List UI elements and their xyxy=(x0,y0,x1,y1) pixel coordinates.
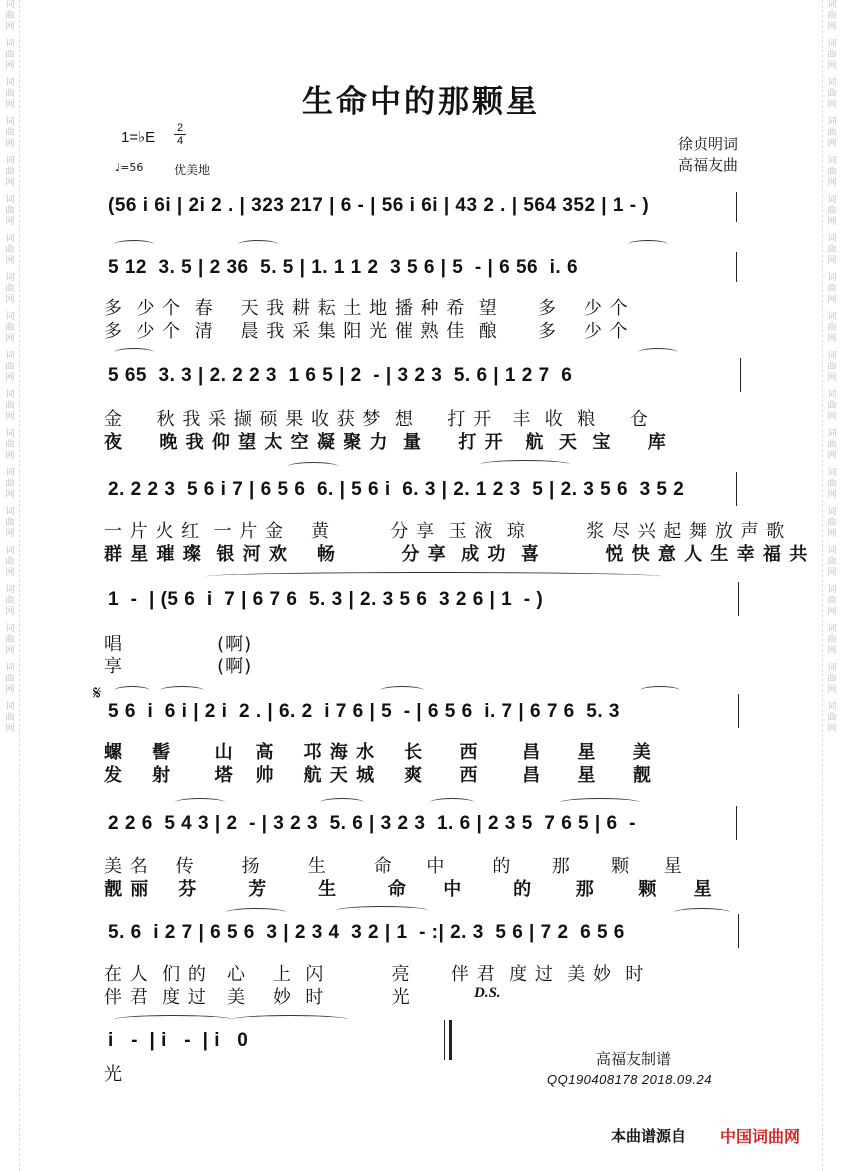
phrase-slur xyxy=(206,572,662,581)
right-guide-line xyxy=(822,0,823,1171)
watermark-text: 词 曲 网 xyxy=(5,468,15,500)
slur-mark xyxy=(175,798,225,807)
slur-mark xyxy=(238,240,278,249)
notation-line-6: 5 6 i 6 i | 2 i 2 . | 6. 2 i 7 6 | 5 - | 6 5 6 i. 7 | 6 7 6 5. 3 xyxy=(108,701,621,722)
lyric-line-6-verse-2: 发 射 塔 帅 航 天 城 爽 西 昌 星 靓 xyxy=(104,765,652,786)
slur-mark xyxy=(380,686,424,695)
notation-line-1: (56 i 6i | 2i 2 . | 323 217 | 6 - | 56 i 6i | 43 2 . | 564 352 | 1 - ) xyxy=(108,195,650,216)
lyric-line-9: 光 xyxy=(104,1064,123,1085)
watermark-text: 词 曲 网 xyxy=(827,312,837,344)
lyric-line-5-verse-2: 享 (啊) xyxy=(104,656,253,677)
watermark-text: 词 曲 网 xyxy=(827,390,837,422)
time-signature xyxy=(174,122,186,147)
lyric-line-8-verse-1: 在 人 们 的 心 上 闪 亮 伴 君 度 过 美 妙 时 xyxy=(104,964,645,985)
lyric-line-3-verse-2: 夜 晚 我 仰 望 太 空 凝 聚 力 量 打 开 航 天 宝 库 xyxy=(104,432,667,453)
watermark-text: 词 曲 网 xyxy=(827,351,837,383)
notation-line-7: 2 2 6 5 4 3 | 2 - | 3 2 3 5. 6 | 3 2 3 1. 6 | 2 3 5 7 6 5 | 6 - xyxy=(108,813,636,834)
slur-mark xyxy=(114,686,150,695)
barline xyxy=(736,472,737,506)
notation-line-2: 5 12 3. 5 | 2 36 5. 5 | 1. 1 1 2 3 5 6 | 5 - | 6 56 i. 6 xyxy=(108,257,579,278)
watermark-text: 词 曲 网 xyxy=(5,429,15,461)
notation-line-9: i - | i - | i 0 xyxy=(108,1030,249,1051)
slur-mark xyxy=(114,348,154,357)
watermark-text: 词 曲 网 xyxy=(5,0,15,32)
time-signature-numerator: 2 xyxy=(174,122,186,135)
watermark-text: 词 曲 网 xyxy=(5,195,15,227)
lyric-line-4-verse-1: 一 片 火 红 一 片 金 黄 分 享 玉 液 琼 浆 尽 兴 起 舞 放 声 歌 xyxy=(104,521,786,542)
slur-mark xyxy=(480,460,570,469)
watermark-text: 词 曲 网 xyxy=(827,468,837,500)
slur-mark xyxy=(160,686,204,695)
watermark-text: 词 曲 网 xyxy=(827,507,837,539)
lyric-line-2-verse-1: 多 少 个 春 天 我 耕 耘 土 地 播 种 希 望 多 少 个 xyxy=(104,298,629,319)
watermark-text: 词 曲 网 xyxy=(5,312,15,344)
watermark-text: 词 曲 网 xyxy=(827,0,837,32)
barline xyxy=(738,582,739,616)
barline xyxy=(738,914,739,948)
slur-mark xyxy=(430,798,474,807)
lyric-line-7-verse-2: 靓 丽 芬 芳 生 命 中 的 那 颗 星 xyxy=(104,879,713,900)
notation-line-8: 5. 6 i 2 7 | 6 5 6 3 | 2 3 4 3 2 | 1 - :| 2. 3 5 6 | 7 2 6 5 6 xyxy=(108,922,625,943)
watermark-text: 词 曲 网 xyxy=(827,546,837,578)
slur-mark xyxy=(638,348,678,357)
left-guide-line xyxy=(19,0,20,1171)
watermark-text: 词 曲 网 xyxy=(827,429,837,461)
right-watermark-strip xyxy=(824,0,840,1171)
barline xyxy=(736,252,737,282)
watermark-text: 词 曲 网 xyxy=(5,390,15,422)
watermark-text: 词 曲 网 xyxy=(827,585,837,617)
watermark-text: 词 曲 网 xyxy=(827,624,837,656)
watermark-text: 词 曲 网 xyxy=(5,234,15,266)
watermark-text: 词 曲 网 xyxy=(5,507,15,539)
song-title: 生命中的那颗星 xyxy=(302,84,540,120)
slur-mark xyxy=(560,798,640,807)
expression-marking: 优美地 xyxy=(174,163,211,177)
source-brand-link[interactable]: 中国词曲网 xyxy=(720,1127,801,1146)
watermark-text: 词 曲 网 xyxy=(5,273,15,305)
watermark-text: 词 曲 网 xyxy=(827,663,837,695)
composer-credit: 高福友曲 xyxy=(677,156,738,174)
lyric-line-6-verse-1: 螺 髻 山 高 邛 海 水 长 西 昌 星 美 xyxy=(104,742,652,763)
watermark-text: 词 曲 网 xyxy=(827,156,837,188)
barline xyxy=(738,694,739,728)
watermark-text: 词 曲 网 xyxy=(5,702,15,734)
contact-and-date: QQ190408178 2018.09.24 xyxy=(547,1072,712,1087)
watermark-text: 词 曲 网 xyxy=(5,624,15,656)
watermark-text: 词 曲 网 xyxy=(5,663,15,695)
slur-mark xyxy=(288,462,338,471)
lyricist-credit: 徐贞明词 xyxy=(677,135,738,153)
watermark-text: 词 曲 网 xyxy=(5,546,15,578)
tie-mark xyxy=(114,1015,232,1024)
slur-mark xyxy=(114,240,154,249)
slur-mark xyxy=(320,798,364,807)
slur-mark xyxy=(674,908,730,917)
time-signature-denominator: 4 xyxy=(176,135,184,147)
final-barline-thick xyxy=(449,1020,452,1060)
arranger-credit: 高福友制谱 xyxy=(596,1050,672,1068)
tempo-marking: ♩=56 xyxy=(115,161,144,174)
watermark-text: 词 曲 网 xyxy=(5,351,15,383)
barline xyxy=(736,806,737,840)
watermark-text: 词 曲 网 xyxy=(827,39,837,71)
tie-mark xyxy=(232,1015,348,1024)
lyric-line-8-verse-2: 伴 君 度 过 美 妙 时 光 xyxy=(104,987,425,1008)
watermark-text: 词 曲 网 xyxy=(5,156,15,188)
dal-segno-marking: D.S. xyxy=(474,985,501,1001)
watermark-text: 词 曲 网 xyxy=(827,273,837,305)
watermark-text: 词 曲 网 xyxy=(827,195,837,227)
notation-line-5: 1 - | (5 6 i 7 | 6 7 6 5. 3 | 2. 3 5 6 3 2 6 | 1 - ) xyxy=(108,589,544,610)
watermark-text: 词 曲 网 xyxy=(5,117,15,149)
watermark-text: 词 曲 网 xyxy=(827,234,837,266)
watermark-text: 词 曲 网 xyxy=(5,585,15,617)
left-watermark-strip xyxy=(2,0,18,1171)
notation-line-4: 2. 2 2 3 5 6 i 7 | 6 5 6 6. | 5 6 i 6. 3 | 2. 1 2 3 5 | 2. 3 5 6 3 5 2 xyxy=(108,479,685,500)
watermark-text: 词 曲 网 xyxy=(5,39,15,71)
slur-mark xyxy=(628,240,668,249)
watermark-text: 词 曲 网 xyxy=(827,78,837,110)
lyric-line-3-verse-1: 金 秋 我 采 撷 硕 果 收 获 梦 想 打 开 丰 收 粮 仓 xyxy=(104,409,649,430)
notation-line-3: 5 65 3. 3 | 2. 2 2 3 1 6 5 | 2 - | 3 2 3 5. 6 | 1 2 7 6 xyxy=(108,365,573,386)
lyric-line-7-verse-1: 美 名 传 扬 生 命 中 的 那 颗 星 xyxy=(104,856,683,877)
barline xyxy=(736,192,737,222)
lyric-line-2-verse-2: 多 少 个 清 晨 我 采 集 阳 光 催 熟 佳 酿 多 少 个 xyxy=(104,321,629,342)
segno-sign: 𝄋 xyxy=(93,682,102,704)
lyric-line-4-verse-2: 群 星 璀 璨 银 河 欢 畅 分 享 成 功 喜 悦 快 意 人 生 幸 福 共 xyxy=(104,544,809,565)
watermark-text: 词 曲 网 xyxy=(827,702,837,734)
key-signature: 1=♭E xyxy=(121,129,156,146)
slur-mark xyxy=(640,686,680,695)
phrase-slur xyxy=(336,906,428,915)
barline xyxy=(740,358,741,392)
watermark-text: 词 曲 网 xyxy=(5,78,15,110)
lyric-line-5-verse-1: 唱 (啊) xyxy=(104,634,253,655)
watermark-text: 词 曲 网 xyxy=(827,117,837,149)
slur-mark xyxy=(226,908,286,917)
final-barline-thin xyxy=(444,1020,445,1060)
source-label: 本曲谱源自 xyxy=(611,1127,687,1145)
